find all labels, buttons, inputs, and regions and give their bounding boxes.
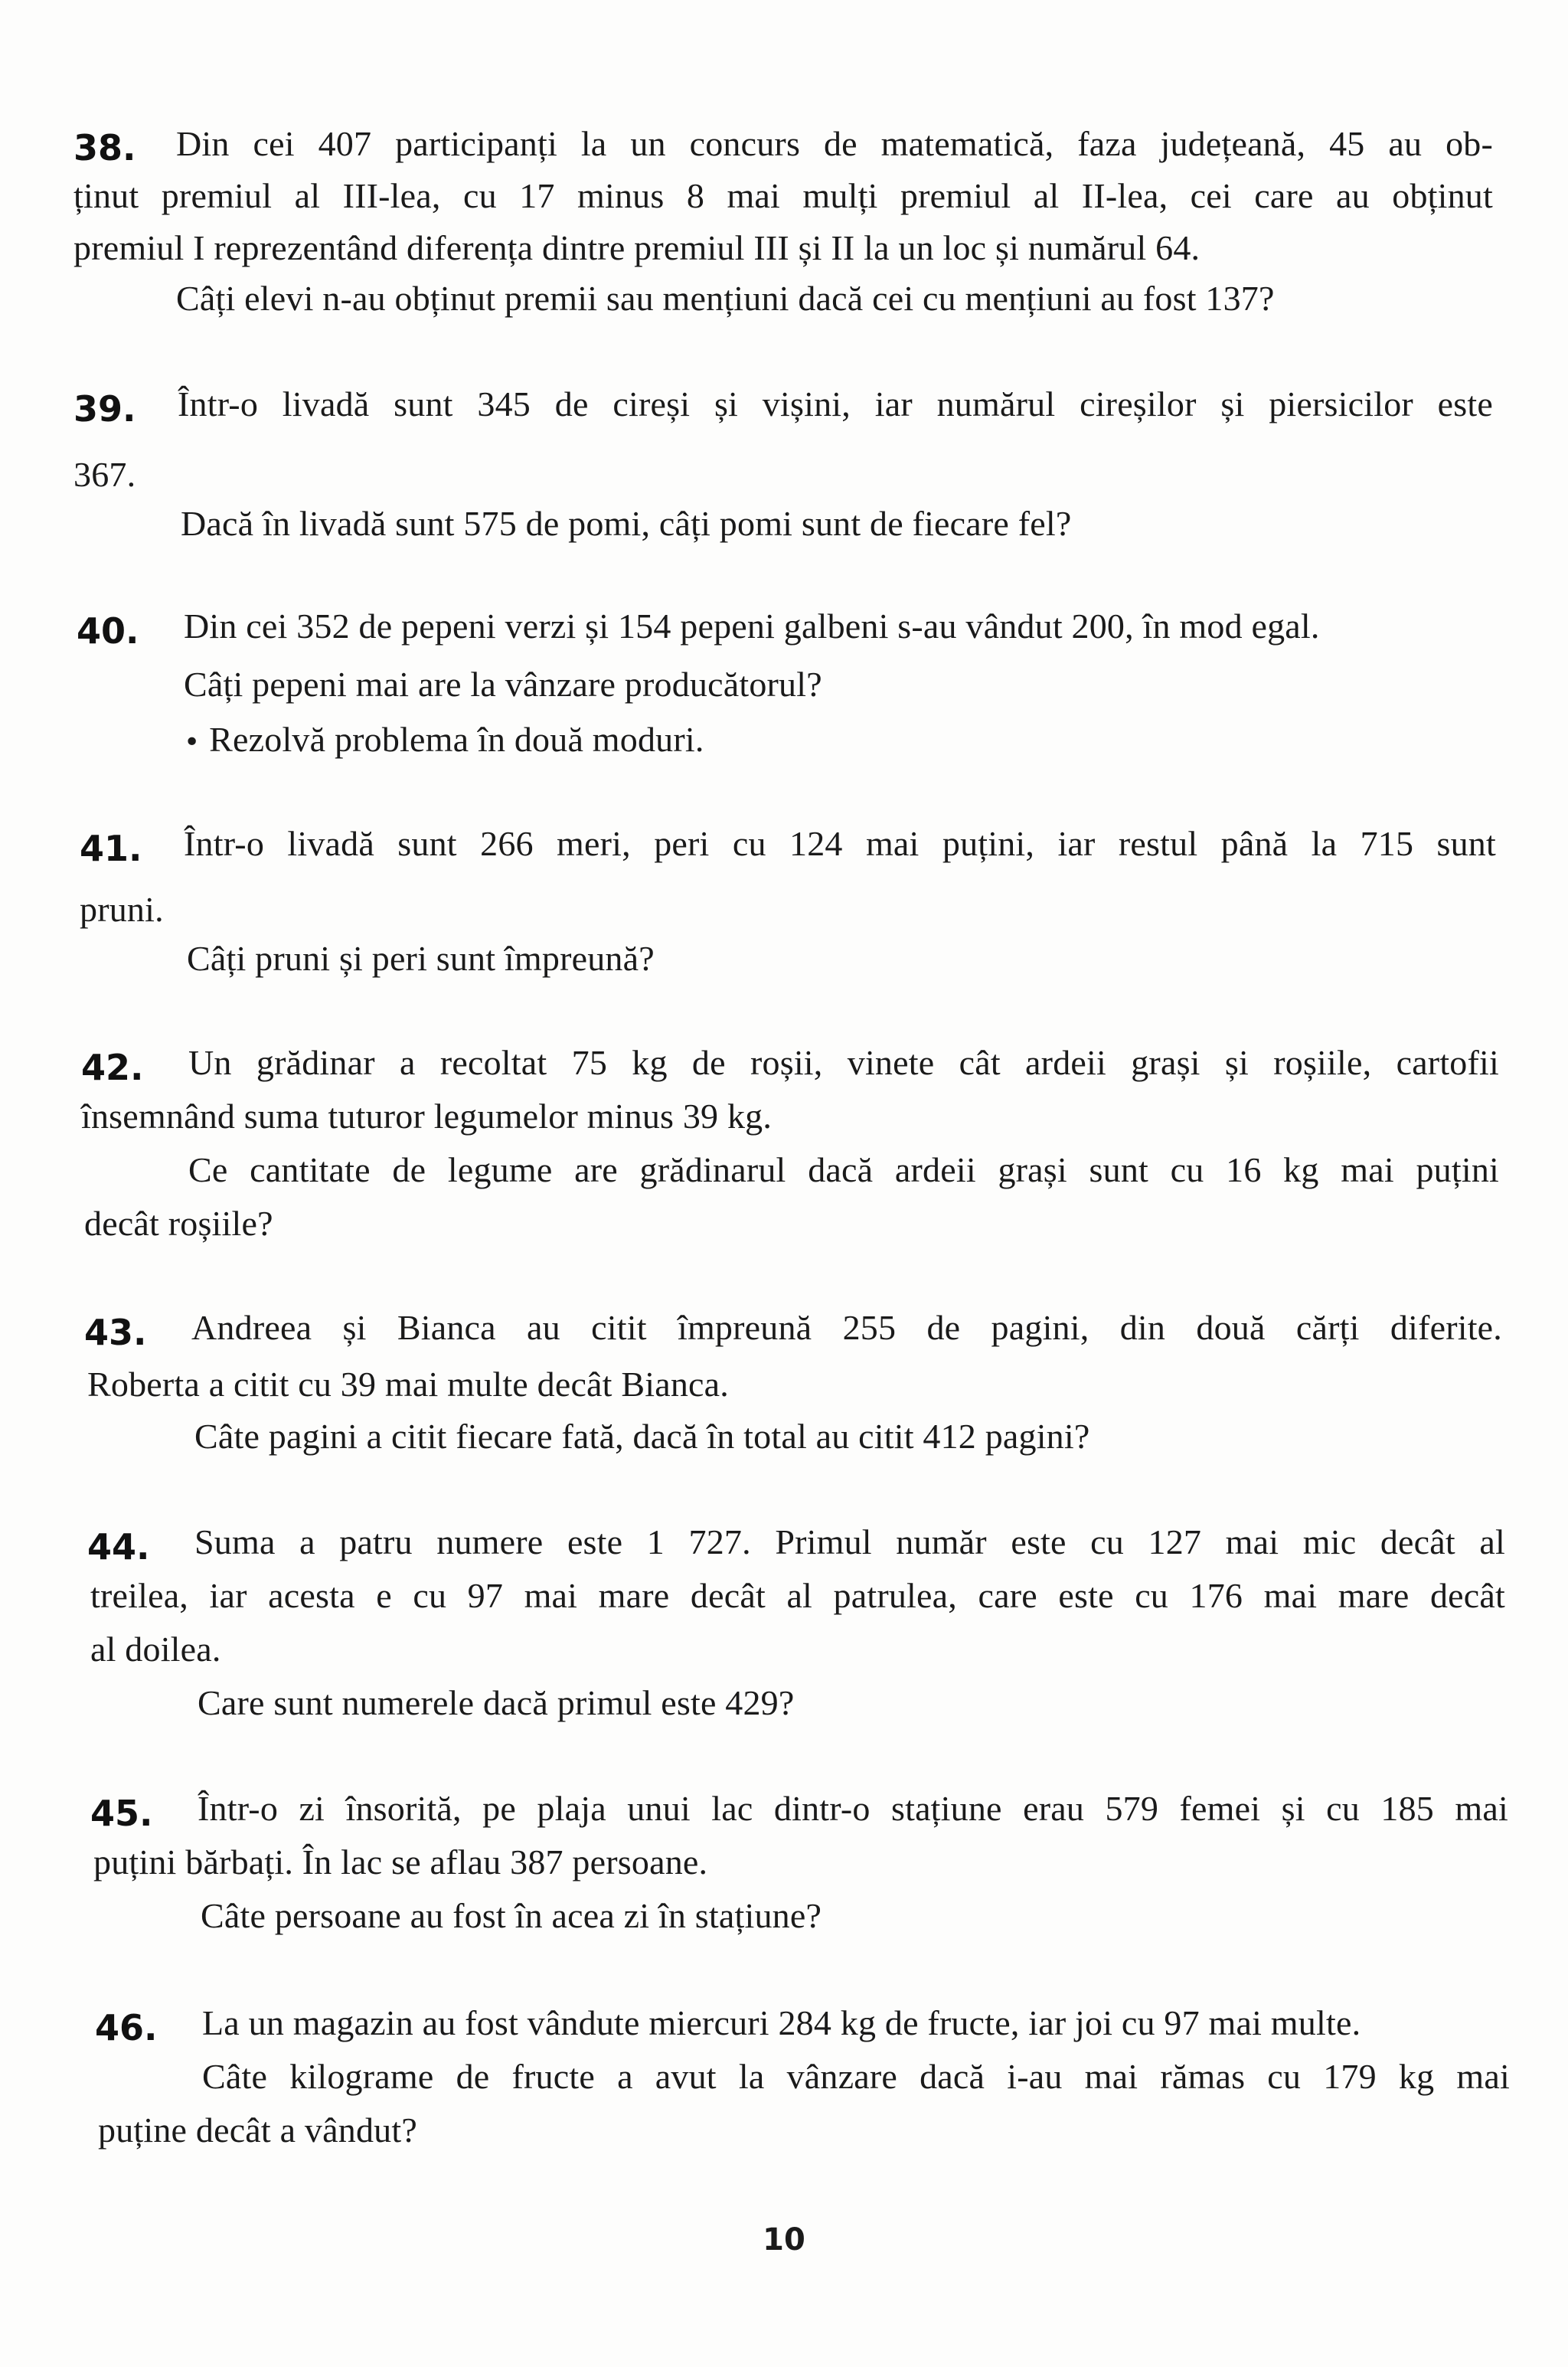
problem-question: Ce cantitate de legume are grădinarul dacă ardeii grași sunt cu 16 kg mai puțini [188, 1150, 1499, 1189]
problem-text-line: Un grădinar a recoltat 75 kg de roșii, vinete cât ardeii grași și roșiile, cartofii [188, 1043, 1499, 1082]
problem-text-line: treilea, iar acesta e cu 97 mai mare decât al patrulea, care este cu 176 mai mare decât [90, 1576, 1505, 1615]
problem-question: Câți elevi n-au obținut premii sau mențiuni dacă cei cu mențiuni au fost 137? [176, 279, 1275, 318]
problem-number: 41. [80, 828, 142, 869]
problem-question: Câte persoane au fost în acea zi în stațiune? [201, 1896, 822, 1935]
problem-number: 40. [77, 610, 139, 652]
problem-question: Câți pruni și peri sunt împreună? [187, 939, 655, 978]
problem-question: decât roșiile? [84, 1204, 273, 1243]
problem-text-line: Într-o livadă sunt 345 de cireși și vișini, iar numărul cireșilor și piersicilor este [178, 384, 1493, 423]
instruction-text: Rezolvă problema în două moduri. [209, 720, 704, 759]
problem-text-line: premiul I reprezentând diferența dintre premiul III și II la un loc și numărul 64. [74, 228, 1200, 267]
problem-text-line: Într-o livadă sunt 266 meri, peri cu 124 mai puțini, iar restul până la 715 sunt [184, 824, 1496, 863]
problem-question: Dacă în livadă sunt 575 de pomi, câți pomi sunt de fiecare fel? [181, 504, 1072, 543]
problem-number: 42. [81, 1047, 144, 1088]
problem-question: Câte pagini a citit fiecare fată, dacă în total au citit 412 pagini? [194, 1417, 1090, 1456]
problem-text-line: La un magazin au fost vândute miercuri 284 kg de fructe, iar joi cu 97 mai multe. [202, 2003, 1361, 2042]
problem-number: 46. [95, 2007, 158, 2048]
problem-number: 38. [74, 127, 136, 168]
problem-number: 43. [84, 1312, 147, 1353]
problem-text-line: pruni. [80, 890, 164, 929]
problem-text-line: Din cei 407 participanți la un concurs de matematică, faza județeană, 45 au ob- [176, 124, 1493, 163]
problem-text-line: Într-o zi însorită, pe plaja unui lac dintr-o stațiune erau 579 femei și cu 185 mai [198, 1789, 1508, 1828]
page-number: 10 [763, 2222, 805, 2257]
problem-text-line: ținut premiul al III-lea, cu 17 minus 8 mai mulți premiul al II-lea, cei care au obținut [74, 176, 1493, 215]
problem-text-line: Suma a patru numere este 1 727. Primul număr este cu 127 mai mic decât al [194, 1522, 1505, 1561]
problem-text-line: 367. [74, 455, 136, 494]
problem-question: Câte kilograme de fructe a avut la vânzare dacă i-au mai rămas cu 179 kg mai [202, 2057, 1510, 2096]
problem-question: Câți pepeni mai are la vânzare producătorul? [184, 665, 822, 704]
problem-number: 39. [74, 388, 136, 430]
problem-question: Care sunt numerele dacă primul este 429? [198, 1683, 795, 1722]
problem-question: puține decât a vândut? [98, 2110, 417, 2150]
bullet-icon: • [184, 727, 201, 758]
problem-instruction [184, 718, 704, 764]
problem-text-line: al doilea. [90, 1630, 221, 1669]
problem-number: 44. [87, 1526, 150, 1568]
problem-text-line: Din cei 352 de pepeni verzi și 154 pepeni galbeni s-au vândut 200, în mod egal. [184, 606, 1320, 646]
problem-text-line: însemnând suma tuturor legumelor minus 39 kg. [81, 1097, 773, 1136]
problem-number: 45. [90, 1793, 153, 1834]
problem-text-line: Andreea și Bianca au citit împreună 255 de pagini, din două cărți diferite. [191, 1308, 1502, 1347]
problem-text-line: puțini bărbați. În lac se aflau 387 persoane. [93, 1842, 708, 1882]
problem-text-line: Roberta a citit cu 39 mai multe decât Bianca. [87, 1365, 729, 1404]
